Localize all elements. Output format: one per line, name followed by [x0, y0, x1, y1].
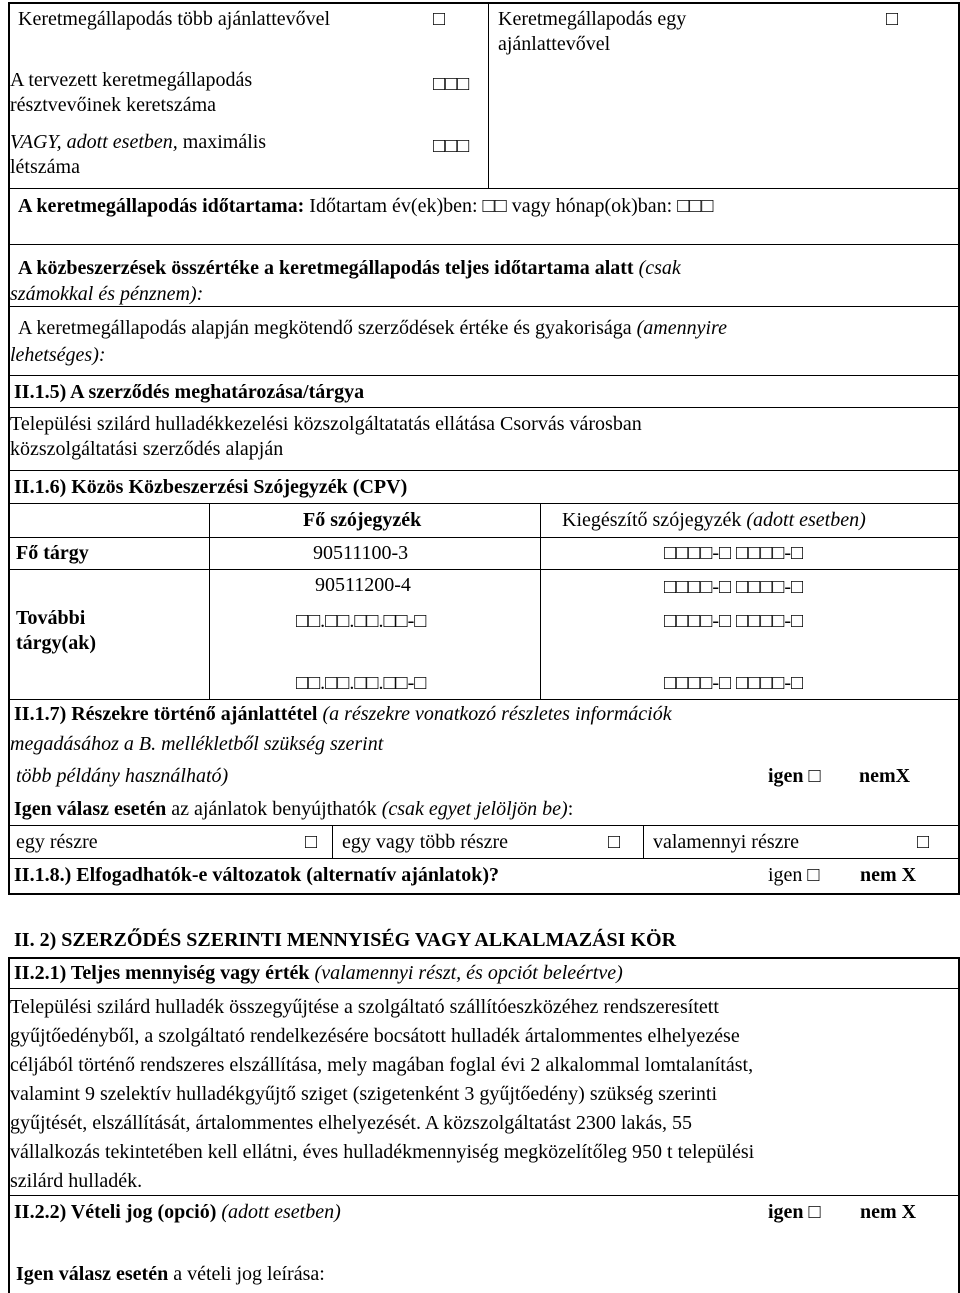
section-222-no-option[interactable] [860, 1200, 916, 1225]
yes-option-label: igen □ [768, 765, 821, 787]
section-117-yes-option[interactable] [768, 764, 821, 789]
section-221-note: (valamennyi részt, és opciót beleértve) [309, 962, 623, 984]
max-text: maximális [177, 131, 267, 153]
multi-bidder-checkbox[interactable]: □ [433, 8, 446, 30]
single-bidder-checkbox[interactable]: □ [886, 8, 899, 30]
planned-participants-boxes[interactable]: □□□ [433, 73, 470, 95]
options-col-divider [643, 825, 644, 858]
section-117-no-option[interactable] [859, 764, 910, 789]
duration-label: A keretmegállapodás időtartama: [18, 195, 305, 217]
max-participants [10, 130, 266, 180]
cpv-supp-header-label: Kiegészítő szójegyzék [562, 509, 742, 531]
cpv-col-divider [209, 503, 210, 699]
cpv-supp-header-note: (adott esetben) [741, 509, 866, 531]
cpv-additional-code-blank[interactable]: □□.□□.□□.□□-□ [296, 672, 427, 694]
section-117-note: (a részekre vonatkozó részletes információk [317, 703, 672, 725]
section-115-text [10, 412, 642, 462]
single-bidder-label-cont: ajánlattevővel [498, 33, 611, 55]
divider-line [8, 407, 958, 408]
section-222-note: (adott esetben) [216, 1201, 341, 1223]
divider-line [8, 537, 958, 538]
planned-participants-label: A tervezett keretmegállapodás [10, 69, 253, 91]
contracts-value [18, 316, 727, 341]
answer-note: (csak egyet jelöljön be) [381, 798, 568, 820]
answer-text: a vételi jog leírása: [168, 1263, 325, 1285]
single-bidder-option[interactable] [498, 7, 686, 57]
options-col-divider [332, 825, 333, 858]
max-participants-boxes[interactable]: □□□ [433, 135, 470, 157]
or-if-applicable-text: VAGY, adott esetben, [10, 131, 178, 153]
section-222-yes-option[interactable] [768, 1200, 821, 1225]
body-line: céljából történő rendszeres elszállítása, mely magában foglal évi 2 alkalommal lomtalanítást, [10, 1054, 754, 1076]
section-222-answer [16, 1262, 325, 1287]
divider-line [8, 244, 958, 245]
divider-line [8, 569, 958, 570]
answer-bold: Igen válasz esetén [16, 1263, 169, 1285]
divider-line [8, 988, 958, 989]
multi-bidder-option[interactable] [18, 7, 330, 32]
section-118-heading: II.1.8.) Elfogadhatók-e változatok (alternatív ajánlatok)? [14, 864, 499, 886]
section-221-body [10, 993, 754, 1196]
headcount-text: létszáma [10, 156, 80, 178]
option-one-or-more-label: egy vagy több részre [342, 831, 509, 853]
section-2-heading: II. 2) SZERZŐDÉS SZERINTI MENNYISÉG VAGY ALKALMAZÁSI KÖR [14, 929, 677, 951]
section-117-note-cont: megadásához a B. mellékletből szükség szerint [10, 733, 384, 755]
cpv-additional-label-line: tárgy(ak) [16, 632, 96, 654]
answer-colon: : [567, 798, 574, 820]
section-117-note-cont: több példány használható) [16, 765, 229, 787]
yes-option-label: igen □ [768, 864, 820, 886]
cpv-supp-code[interactable]: □□□□-□ □□□□-□ [664, 672, 804, 694]
contracts-value-label: A keretmegállapodás alapján megkötendő szerződések értéke és gyakorisága [18, 317, 632, 339]
answer-bold: Igen válasz esetén [14, 798, 167, 820]
option-all-parts-label: valamennyi részre [653, 831, 800, 853]
cpv-supp-header [562, 508, 866, 533]
option-all-parts[interactable] [653, 830, 799, 855]
divider-line [8, 375, 958, 376]
contracts-value-note-cont: lehetséges): [10, 344, 106, 366]
divider-top-split [488, 2, 489, 188]
section-117-title: II.1.7) Részekre történő ajánlattétel [14, 703, 318, 725]
divider-line [8, 188, 958, 189]
cpv-main-subject-label: Fő tárgy [16, 542, 89, 564]
divider-line [8, 503, 958, 504]
cpv-supp-code[interactable]: □□□□-□ □□□□-□ [664, 576, 804, 598]
option-one-or-more-checkbox[interactable]: □ [608, 831, 621, 853]
cpv-main-header: Fő szójegyzék [303, 509, 422, 531]
answer-text: az ajánlatok benyújthatók [166, 798, 382, 820]
divider-line [8, 858, 958, 859]
section-222-heading [14, 1200, 341, 1225]
multi-bidder-label: Keretmegállapodás több ajánlattevővel [18, 8, 331, 30]
planned-participants-label-cont: résztvevőinek keretszáma [10, 94, 217, 116]
contract-subject-line: közszolgáltatási szerződés alapján [10, 438, 284, 460]
yes-option-label: igen □ [768, 1201, 821, 1223]
contract-subject-line: Települési szilárd hulladékkezelési közszolgáltatatás ellátása Csorvás városban [10, 413, 642, 435]
duration-fields[interactable]: Időtartam év(ek)ben: □□ vagy hónap(ok)ban: □□□ [304, 195, 714, 217]
option-all-parts-checkbox[interactable]: □ [917, 831, 930, 853]
option-one-part-label: egy részre [16, 831, 98, 853]
total-value-title [18, 256, 681, 281]
total-value-note-cont: számokkal és pénznem): [10, 283, 204, 305]
option-one-or-more-parts[interactable] [342, 830, 508, 855]
cpv-supp-code[interactable]: □□□□-□ □□□□-□ [664, 542, 804, 564]
no-option-label: nem X [860, 864, 917, 886]
single-bidder-label: Keretmegállapodás egy [498, 8, 687, 30]
section-117-heading [14, 702, 672, 727]
divider-line [8, 825, 958, 826]
cpv-col-divider [540, 503, 541, 699]
body-line: gyűjtését, elszállítását, ártalommentes elhelyezését. A közszolgáltatást 2300 lakás, 55 [10, 1112, 693, 1134]
total-value-note: (csak [633, 257, 681, 279]
section-221-heading [14, 961, 623, 986]
no-option-label: nemX [859, 765, 911, 787]
contracts-value-note: (amennyire [631, 317, 727, 339]
section-221-title: II.2.1) Teljes mennyiség vagy érték [14, 962, 310, 984]
planned-participants [10, 68, 252, 118]
cpv-additional-code: 90511200-4 [315, 574, 411, 596]
cpv-supp-code[interactable]: □□□□-□ □□□□-□ [664, 610, 804, 632]
divider-line [8, 470, 958, 471]
option-one-part-checkbox[interactable]: □ [305, 831, 318, 853]
no-option-label: nem X [860, 1201, 917, 1223]
section-222-title: II.2.2) Vételi jog (opció) [14, 1201, 217, 1223]
body-line: gyűjtőedényből, a szolgáltató rendelkezésére bocsátott hulladék ártalommentes elhelyezése [10, 1025, 740, 1047]
section-118-yes-option[interactable] [768, 863, 820, 888]
cpv-additional-code-blank[interactable]: □□.□□.□□.□□-□ [296, 610, 427, 632]
body-line: vállalkozás tekintetében kell ellátni, éves hulladékmennyiség megközelítőleg 950 t települési [10, 1141, 755, 1163]
duration-row [18, 194, 713, 219]
body-line: Települési szilárd hulladék összegyűjtése a szolgáltató szállítóeszközéhez rendszeresített [10, 996, 719, 1018]
cpv-additional-subject-label [16, 606, 96, 656]
total-value-label: A közbeszerzések összértéke a keretmegállapodás teljes időtartama alatt [18, 257, 634, 279]
section-118-no-option[interactable] [860, 863, 916, 888]
section-117-answer [14, 797, 573, 822]
cpv-main-code: 90511100-3 [313, 542, 409, 564]
option-one-part[interactable] [16, 830, 98, 855]
body-line: szilárd hulladék. [10, 1170, 143, 1192]
cpv-additional-label-line: További [16, 607, 86, 629]
body-line: valamint 9 szelektív hulladékgyűjtő sziget (szigetenként 3 gyűjtőedény) szükség szerinti [10, 1083, 718, 1105]
divider-line [8, 699, 958, 700]
section-116-heading: II.1.6) Közös Közbeszerzési Szójegyzék (CPV) [14, 476, 408, 498]
section-115-heading: II.1.5) A szerződés meghatározása/tárgya [14, 381, 365, 403]
